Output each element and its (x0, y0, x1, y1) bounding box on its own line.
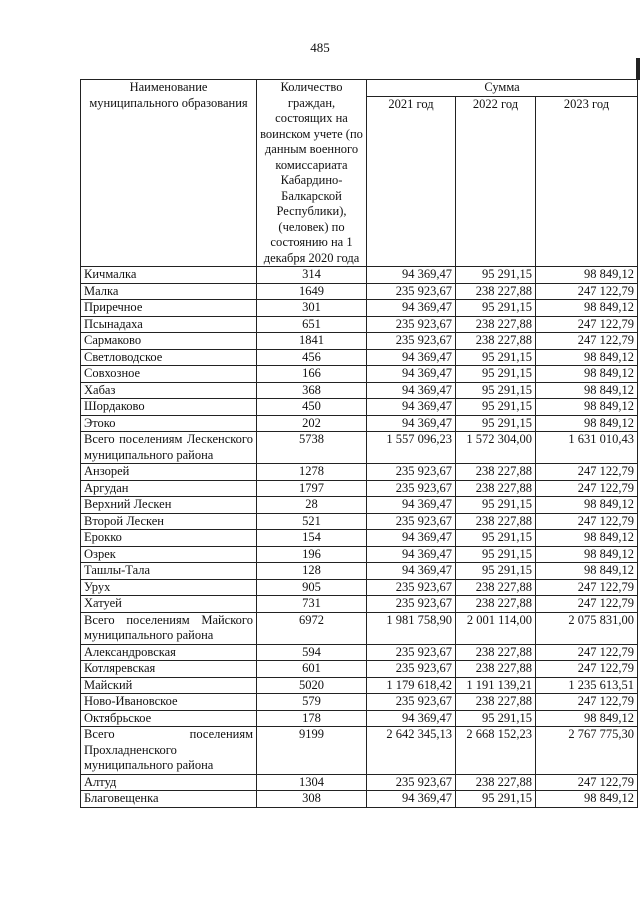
cell-name: Анзорей (81, 464, 257, 481)
table-row (81, 333, 638, 350)
table-row (81, 415, 638, 432)
cell-2023: 98 849,12 (536, 497, 638, 514)
cell-count: 905 (257, 579, 367, 596)
cell-2022: 1 572 304,00 (456, 432, 536, 464)
cell-2021: 235 923,67 (367, 333, 456, 350)
cell-name: Сармаково (81, 333, 257, 350)
cell-count: 579 (257, 694, 367, 711)
cell-count: 594 (257, 644, 367, 661)
cell-2021: 94 369,47 (367, 382, 456, 399)
cell-2022: 95 291,15 (456, 415, 536, 432)
cell-2022: 238 227,88 (456, 316, 536, 333)
cell-2021: 94 369,47 (367, 415, 456, 432)
table-row (81, 774, 638, 791)
cell-2021: 94 369,47 (367, 563, 456, 580)
cell-2022: 95 291,15 (456, 366, 536, 383)
cell-name: Урух (81, 579, 257, 596)
cell-2022: 95 291,15 (456, 349, 536, 366)
cell-2023: 98 849,12 (536, 349, 638, 366)
cell-name: Псынадаха (81, 316, 257, 333)
cell-name: Майский (81, 677, 257, 694)
cell-count: 314 (257, 267, 367, 284)
cell-count: 601 (257, 661, 367, 678)
cell-2023: 247 122,79 (536, 333, 638, 350)
cell-name: Малка (81, 283, 257, 300)
table-row (81, 349, 638, 366)
cell-name: Кичмалка (81, 267, 257, 284)
table-row (81, 464, 638, 481)
cell-2021: 1 981 758,90 (367, 612, 456, 644)
table-row-total (81, 612, 638, 644)
header-year-2021: 2021 год (367, 97, 456, 267)
cell-2022: 95 291,15 (456, 382, 536, 399)
cell-2023: 98 849,12 (536, 382, 638, 399)
cell-2021: 1 179 618,42 (367, 677, 456, 694)
cell-2022: 238 227,88 (456, 579, 536, 596)
cell-count: 368 (257, 382, 367, 399)
cell-name: Этоко (81, 415, 257, 432)
cell-2021: 235 923,67 (367, 513, 456, 530)
cell-count: 301 (257, 300, 367, 317)
cell-2023: 2 075 831,00 (536, 612, 638, 644)
cell-2021: 94 369,47 (367, 497, 456, 514)
cell-2021: 235 923,67 (367, 480, 456, 497)
cell-2023: 1 631 010,43 (536, 432, 638, 464)
scan-edge-mark (636, 58, 640, 80)
cell-name: Совхозное (81, 366, 257, 383)
cell-2023: 98 849,12 (536, 791, 638, 808)
cell-count: 154 (257, 530, 367, 547)
cell-2021: 235 923,67 (367, 774, 456, 791)
table-row (81, 497, 638, 514)
cell-2023: 1 235 613,51 (536, 677, 638, 694)
cell-2022: 95 291,15 (456, 300, 536, 317)
cell-name: Шордаково (81, 399, 257, 416)
cell-2023: 2 767 775,30 (536, 727, 638, 775)
header-sum: Сумма (367, 80, 638, 97)
cell-name: Светловодское (81, 349, 257, 366)
cell-2022: 238 227,88 (456, 694, 536, 711)
cell-2021: 94 369,47 (367, 349, 456, 366)
cell-count: 28 (257, 497, 367, 514)
page-number: 485 (310, 40, 330, 55)
table-header (81, 80, 638, 267)
cell-name: Благовещенка (81, 791, 257, 808)
table-row (81, 677, 638, 694)
cell-name: Александровская (81, 644, 257, 661)
cell-name: Всего поселениям Лескенского муниципального района (81, 432, 257, 464)
table-row (81, 267, 638, 284)
cell-2021: 235 923,67 (367, 596, 456, 613)
cell-count: 521 (257, 513, 367, 530)
cell-2023: 98 849,12 (536, 415, 638, 432)
cell-count: 651 (257, 316, 367, 333)
cell-name: Октябрьское (81, 710, 257, 727)
cell-2021: 94 369,47 (367, 710, 456, 727)
cell-name: Приречное (81, 300, 257, 317)
cell-2023: 98 849,12 (536, 563, 638, 580)
cell-2022: 95 291,15 (456, 399, 536, 416)
cell-2021: 235 923,67 (367, 283, 456, 300)
cell-2022: 95 291,15 (456, 563, 536, 580)
table-row (81, 694, 638, 711)
cell-2022: 238 227,88 (456, 596, 536, 613)
table-row (81, 480, 638, 497)
cell-name: Алтуд (81, 774, 257, 791)
header-municipality: Наименование муниципального образования (81, 80, 257, 267)
cell-count: 731 (257, 596, 367, 613)
cell-2023: 98 849,12 (536, 300, 638, 317)
cell-2023: 98 849,12 (536, 546, 638, 563)
cell-2023: 247 122,79 (536, 316, 638, 333)
cell-2022: 95 291,15 (456, 497, 536, 514)
cell-2021: 2 642 345,13 (367, 727, 456, 775)
cell-count: 5738 (257, 432, 367, 464)
cell-2023: 247 122,79 (536, 579, 638, 596)
cell-2023: 247 122,79 (536, 596, 638, 613)
cell-2022: 238 227,88 (456, 513, 536, 530)
cell-2023: 98 849,12 (536, 530, 638, 547)
cell-count: 6972 (257, 612, 367, 644)
cell-2023: 247 122,79 (536, 644, 638, 661)
cell-2022: 2 668 152,23 (456, 727, 536, 775)
cell-2021: 94 369,47 (367, 530, 456, 547)
cell-2023: 98 849,12 (536, 366, 638, 383)
cell-2022: 2 001 114,00 (456, 612, 536, 644)
cell-2022: 95 291,15 (456, 267, 536, 284)
table-row (81, 382, 638, 399)
cell-count: 450 (257, 399, 367, 416)
cell-count: 1797 (257, 480, 367, 497)
cell-2021: 235 923,67 (367, 464, 456, 481)
cell-2021: 235 923,67 (367, 644, 456, 661)
header-count: Количество граждан, состоящих на воинском учете (по данным военного комиссариата Кабардино-Балкарской Республики), (человек) по состоянию на 1 декабря 2020 года (257, 80, 367, 267)
cell-count: 202 (257, 415, 367, 432)
cell-2021: 235 923,67 (367, 316, 456, 333)
table-row (81, 579, 638, 596)
cell-2023: 247 122,79 (536, 480, 638, 497)
table-row (81, 316, 638, 333)
cell-count: 5020 (257, 677, 367, 694)
cell-2022: 95 291,15 (456, 791, 536, 808)
cell-2022: 238 227,88 (456, 464, 536, 481)
table-body (81, 267, 638, 808)
cell-2021: 94 369,47 (367, 546, 456, 563)
table-row (81, 563, 638, 580)
table-row (81, 513, 638, 530)
header-year-2022: 2022 год (456, 97, 536, 267)
cell-count: 308 (257, 791, 367, 808)
cell-2021: 235 923,67 (367, 579, 456, 596)
cell-2022: 238 227,88 (456, 283, 536, 300)
cell-2023: 247 122,79 (536, 464, 638, 481)
table-row (81, 283, 638, 300)
cell-name: Озрек (81, 546, 257, 563)
cell-name: Хатуей (81, 596, 257, 613)
cell-name: Ташлы-Тала (81, 563, 257, 580)
cell-2021: 94 369,47 (367, 399, 456, 416)
table-row (81, 366, 638, 383)
cell-2021: 94 369,47 (367, 366, 456, 383)
cell-2022: 1 191 139,21 (456, 677, 536, 694)
cell-2021: 235 923,67 (367, 661, 456, 678)
cell-2023: 98 849,12 (536, 267, 638, 284)
cell-2022: 95 291,15 (456, 546, 536, 563)
cell-name: Верхний Лескен (81, 497, 257, 514)
table-row (81, 300, 638, 317)
header-year-2023: 2023 год (536, 97, 638, 267)
cell-2022: 238 227,88 (456, 774, 536, 791)
cell-2021: 94 369,47 (367, 791, 456, 808)
table-row-total (81, 727, 638, 775)
cell-2023: 247 122,79 (536, 661, 638, 678)
cell-2022: 238 227,88 (456, 333, 536, 350)
table-row (81, 399, 638, 416)
budget-table (80, 79, 638, 808)
cell-name: Котляревская (81, 661, 257, 678)
cell-count: 1278 (257, 464, 367, 481)
cell-count: 166 (257, 366, 367, 383)
table-row (81, 546, 638, 563)
cell-2023: 98 849,12 (536, 710, 638, 727)
cell-2023: 247 122,79 (536, 774, 638, 791)
cell-count: 1304 (257, 774, 367, 791)
cell-2022: 238 227,88 (456, 644, 536, 661)
cell-count: 128 (257, 563, 367, 580)
cell-2023: 98 849,12 (536, 399, 638, 416)
cell-2023: 247 122,79 (536, 513, 638, 530)
cell-name: Хабаз (81, 382, 257, 399)
table-row-total (81, 432, 638, 464)
table-row (81, 710, 638, 727)
cell-count: 178 (257, 710, 367, 727)
cell-2023: 247 122,79 (536, 283, 638, 300)
cell-2021: 94 369,47 (367, 300, 456, 317)
cell-count: 9199 (257, 727, 367, 775)
cell-2021: 94 369,47 (367, 267, 456, 284)
cell-2022: 95 291,15 (456, 530, 536, 547)
cell-count: 456 (257, 349, 367, 366)
cell-name: Всего поселениям Майского муниципального района (81, 612, 257, 644)
cell-2023: 247 122,79 (536, 694, 638, 711)
cell-name: Ерокко (81, 530, 257, 547)
cell-name: Второй Лескен (81, 513, 257, 530)
cell-2022: 238 227,88 (456, 661, 536, 678)
table-row (81, 791, 638, 808)
cell-2021: 235 923,67 (367, 694, 456, 711)
cell-name: Ново-Ивановское (81, 694, 257, 711)
cell-count: 1841 (257, 333, 367, 350)
cell-name: Аргудан (81, 480, 257, 497)
cell-2022: 238 227,88 (456, 480, 536, 497)
table-row (81, 661, 638, 678)
cell-2022: 95 291,15 (456, 710, 536, 727)
cell-count: 196 (257, 546, 367, 563)
cell-name: Всего поселениям Прохладненского муниципального района (81, 727, 257, 775)
cell-count: 1649 (257, 283, 367, 300)
table-row (81, 530, 638, 547)
table-row (81, 644, 638, 661)
cell-2021: 1 557 096,23 (367, 432, 456, 464)
table-row (81, 596, 638, 613)
